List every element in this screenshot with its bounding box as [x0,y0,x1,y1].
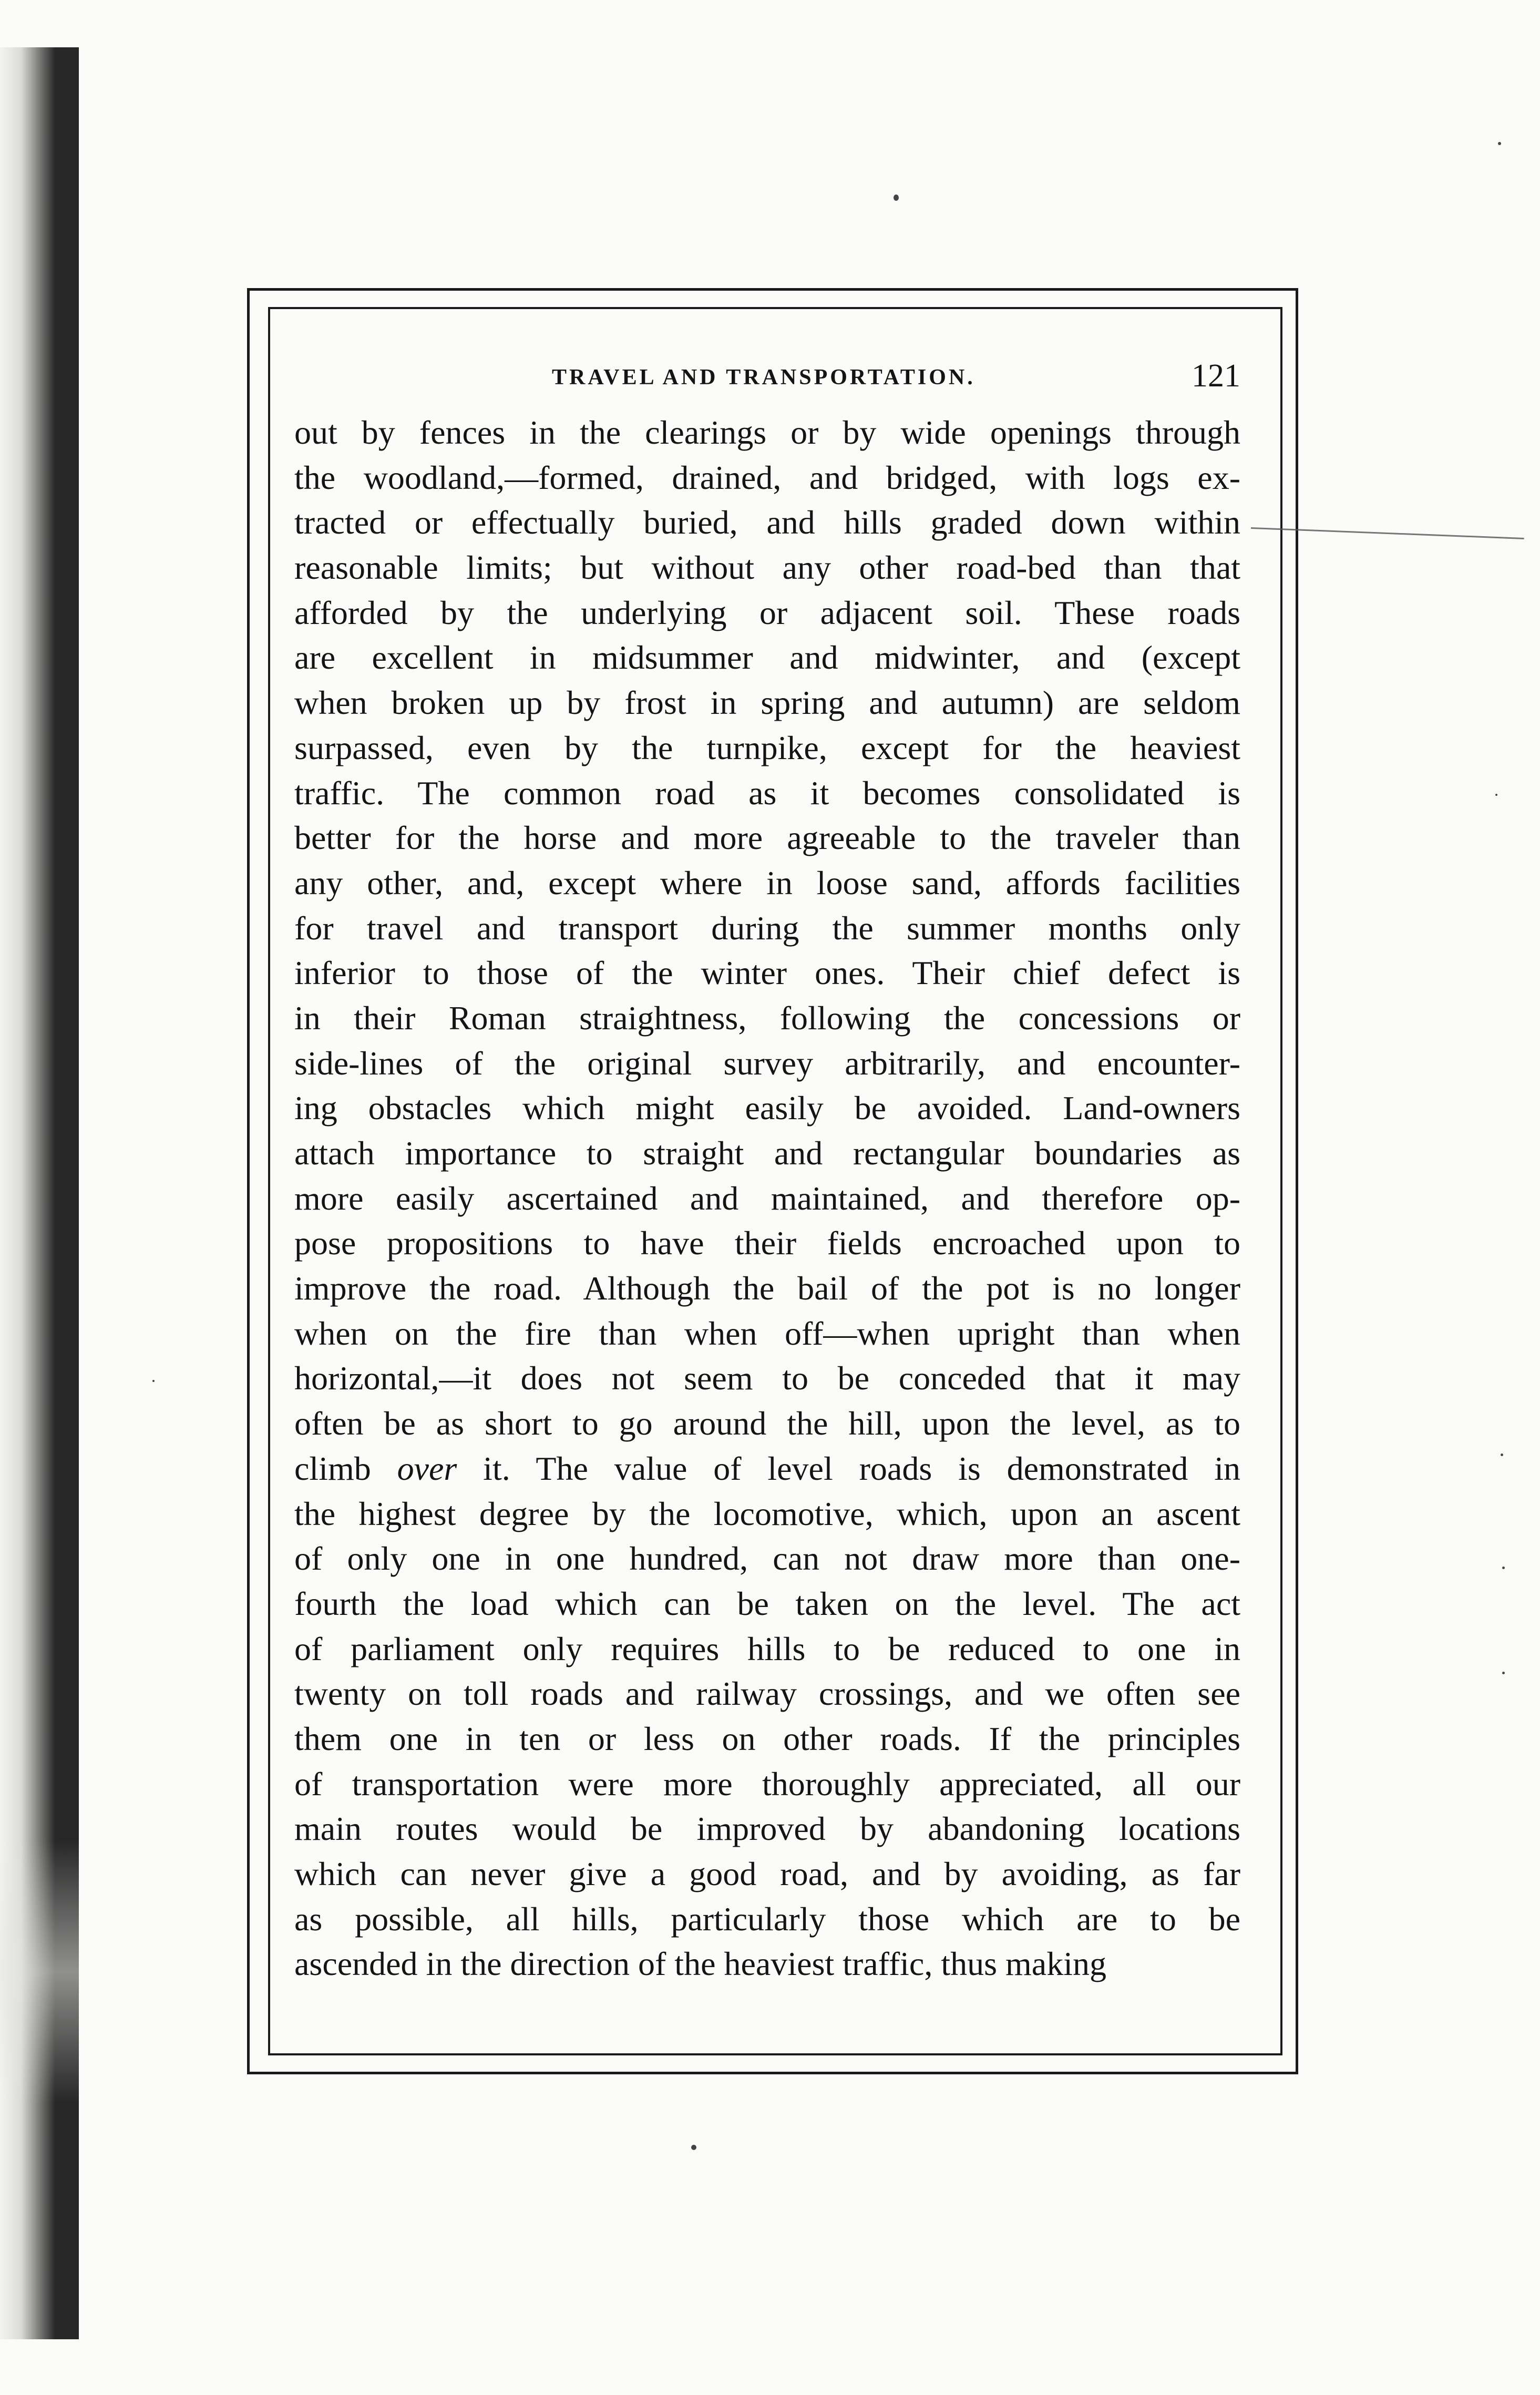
text-line: for travel and transport during the summer months only [294,909,1240,947]
text-line: afforded by the underlying or adjacent soil. These roads [294,593,1240,631]
scan-speck [1502,1672,1505,1674]
text-line: more easily ascertained and maintained, and therefore op- [294,1179,1240,1217]
text-line: attach importance to straight and rectangular boundaries as [294,1134,1240,1172]
text-line: inferior to those of the winter ones. Their chief defect is [294,954,1240,992]
text-line: in their Roman straightness, following the concessions or [294,999,1240,1037]
text-line: of parliament only requires hills to be reduced to one in [294,1630,1240,1667]
page-header [294,357,1240,400]
text-line: reasonable limits; but without any other road-bed than that [294,549,1240,587]
emphasis: over [397,1449,457,1487]
text-line: tracted or effectually buried, and hills graded down within [294,504,1240,541]
text-line: better for the horse and more agreeable to the traveler than [294,819,1240,857]
text-line: ing obstacles which might easily be avoided. Land-owners [294,1089,1240,1127]
text-line: fourth the load which can be taken on the level. The act [294,1584,1240,1622]
binding-fade [0,1840,79,2103]
text-line: when broken up by frost in spring and autumn) are seldom [294,684,1240,722]
scan-speck [894,195,899,201]
text-line: of only one in one hundred, can not draw more than one- [294,1540,1240,1578]
text-line: pose propositions to have their fields encroached upon to [294,1224,1240,1262]
text-line: climb over it. The value of level roads is demonstrated in [294,1449,1240,1487]
scan-speck [1498,142,1501,145]
text-line: twenty on toll roads and railway crossings, and we often see [294,1675,1240,1713]
text-line: traffic. The common road as it becomes consolidated is [294,774,1240,812]
text-line: side-lines of the original survey arbitrarily, and encounter- [294,1044,1240,1082]
text-line: them one in ten or less on other roads. If the principles [294,1720,1240,1757]
text-line: improve the road. Although the bail of the pot is no longer [294,1270,1240,1307]
scan-speck [1501,1454,1503,1456]
text-line: surpassed, even by the turnpike, except for the heaviest [294,729,1240,766]
text-line: often be as short to go around the hill, upon the level, as to [294,1405,1240,1442]
text-line: out by fences in the clearings or by wide openings through [294,414,1240,451]
scan-speck [1495,794,1497,796]
text-line: are excellent in midsummer and midwinter, and (except [294,639,1240,677]
scan-speck [691,2145,696,2150]
scan-speck [1502,1567,1505,1569]
page-number: 121 [1192,358,1240,394]
text-line: ascended in the direction of the heaviest traffic, thus making [294,1945,1106,1983]
text-line: main routes would be improved by abandoning locations [294,1810,1240,1848]
body-text [294,410,1240,1987]
running-title: TRAVEL AND TRANSPORTATION. [552,365,976,390]
text-line: when on the fire than when off—when upright than when [294,1314,1240,1352]
text-line: the highest degree by the locomotive, which, upon an ascent [294,1495,1240,1532]
text-line: the woodland,—formed, drained, and bridged, with logs ex- [294,458,1240,496]
scan-speck [152,1380,155,1382]
text-line: horizontal,—it does not seem to be conceded that it may [294,1359,1240,1397]
text-line: as possible, all hills, particularly those which are to be [294,1900,1240,1938]
text-line: which can never give a good road, and by avoiding, as far [294,1855,1240,1892]
text-line: any other, and, except where in loose sand, affords facilities [294,864,1240,902]
text-line: of transportation were more thoroughly appreciated, all our [294,1765,1240,1803]
